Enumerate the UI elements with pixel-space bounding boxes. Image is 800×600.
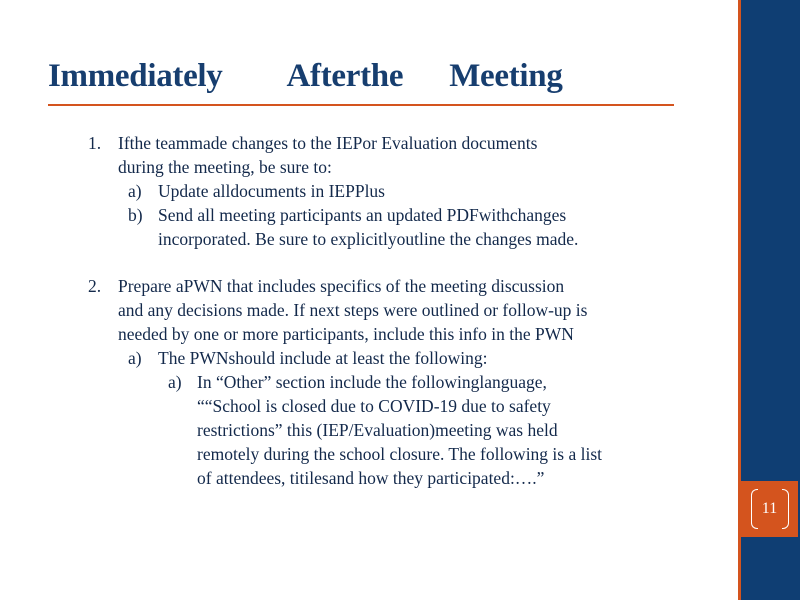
sub-list-line: Send all meeting participants an updated PDFwithchanges <box>158 205 567 225</box>
list-item-line: and any decisions made. If next steps were outlined or follow-up is <box>118 300 588 320</box>
page-number-box <box>741 481 798 537</box>
list-number: 2. <box>88 276 102 296</box>
sub-list-line: The PWNshould include at least the following: <box>158 348 488 368</box>
page-number: 11 <box>761 500 778 517</box>
sub-sub-list-line: of attendees, titilesand how they participated:….” <box>197 468 545 488</box>
list-item-line: during the meeting, be sure to: <box>118 157 332 177</box>
sub-sub-list-line: ““School is closed due to COVID-19 due to safety <box>197 396 551 416</box>
right-bracket-icon <box>782 489 789 529</box>
title-word: Immediately <box>48 58 223 94</box>
sub-sub-list-marker: a) <box>168 372 182 392</box>
title-word: Meeting <box>449 58 563 94</box>
sub-list-marker: a) <box>128 181 142 201</box>
sub-list-marker: b) <box>128 205 143 225</box>
list-number: 1. <box>88 133 102 153</box>
sub-sub-list-line: In “Other” section include the followinglanguage, <box>197 372 547 392</box>
list-item-line: Ifthe teammade changes to the IEPor Evaluation documents <box>118 133 538 153</box>
title-word: Afterthe <box>286 58 404 94</box>
left-bracket-icon <box>751 489 758 529</box>
sub-list-line: incorporated. Be sure to explicitlyoutline the changes made. <box>158 229 579 249</box>
list-item-line: Prepare aPWN that includes specifics of the meeting discussion <box>118 276 565 296</box>
sub-list-marker: a) <box>128 348 142 368</box>
page-number-frame <box>751 489 789 529</box>
sub-list-line: Update alldocuments in IEPPlus <box>158 181 385 201</box>
list-item-line: needed by one or more participants, include this info in the PWN <box>118 324 574 344</box>
sub-sub-list-line: remotely during the school closure. The following is a list <box>197 444 603 464</box>
sub-sub-list-line: restrictions” this (IEP/Evaluation)meeting was held <box>197 420 558 440</box>
